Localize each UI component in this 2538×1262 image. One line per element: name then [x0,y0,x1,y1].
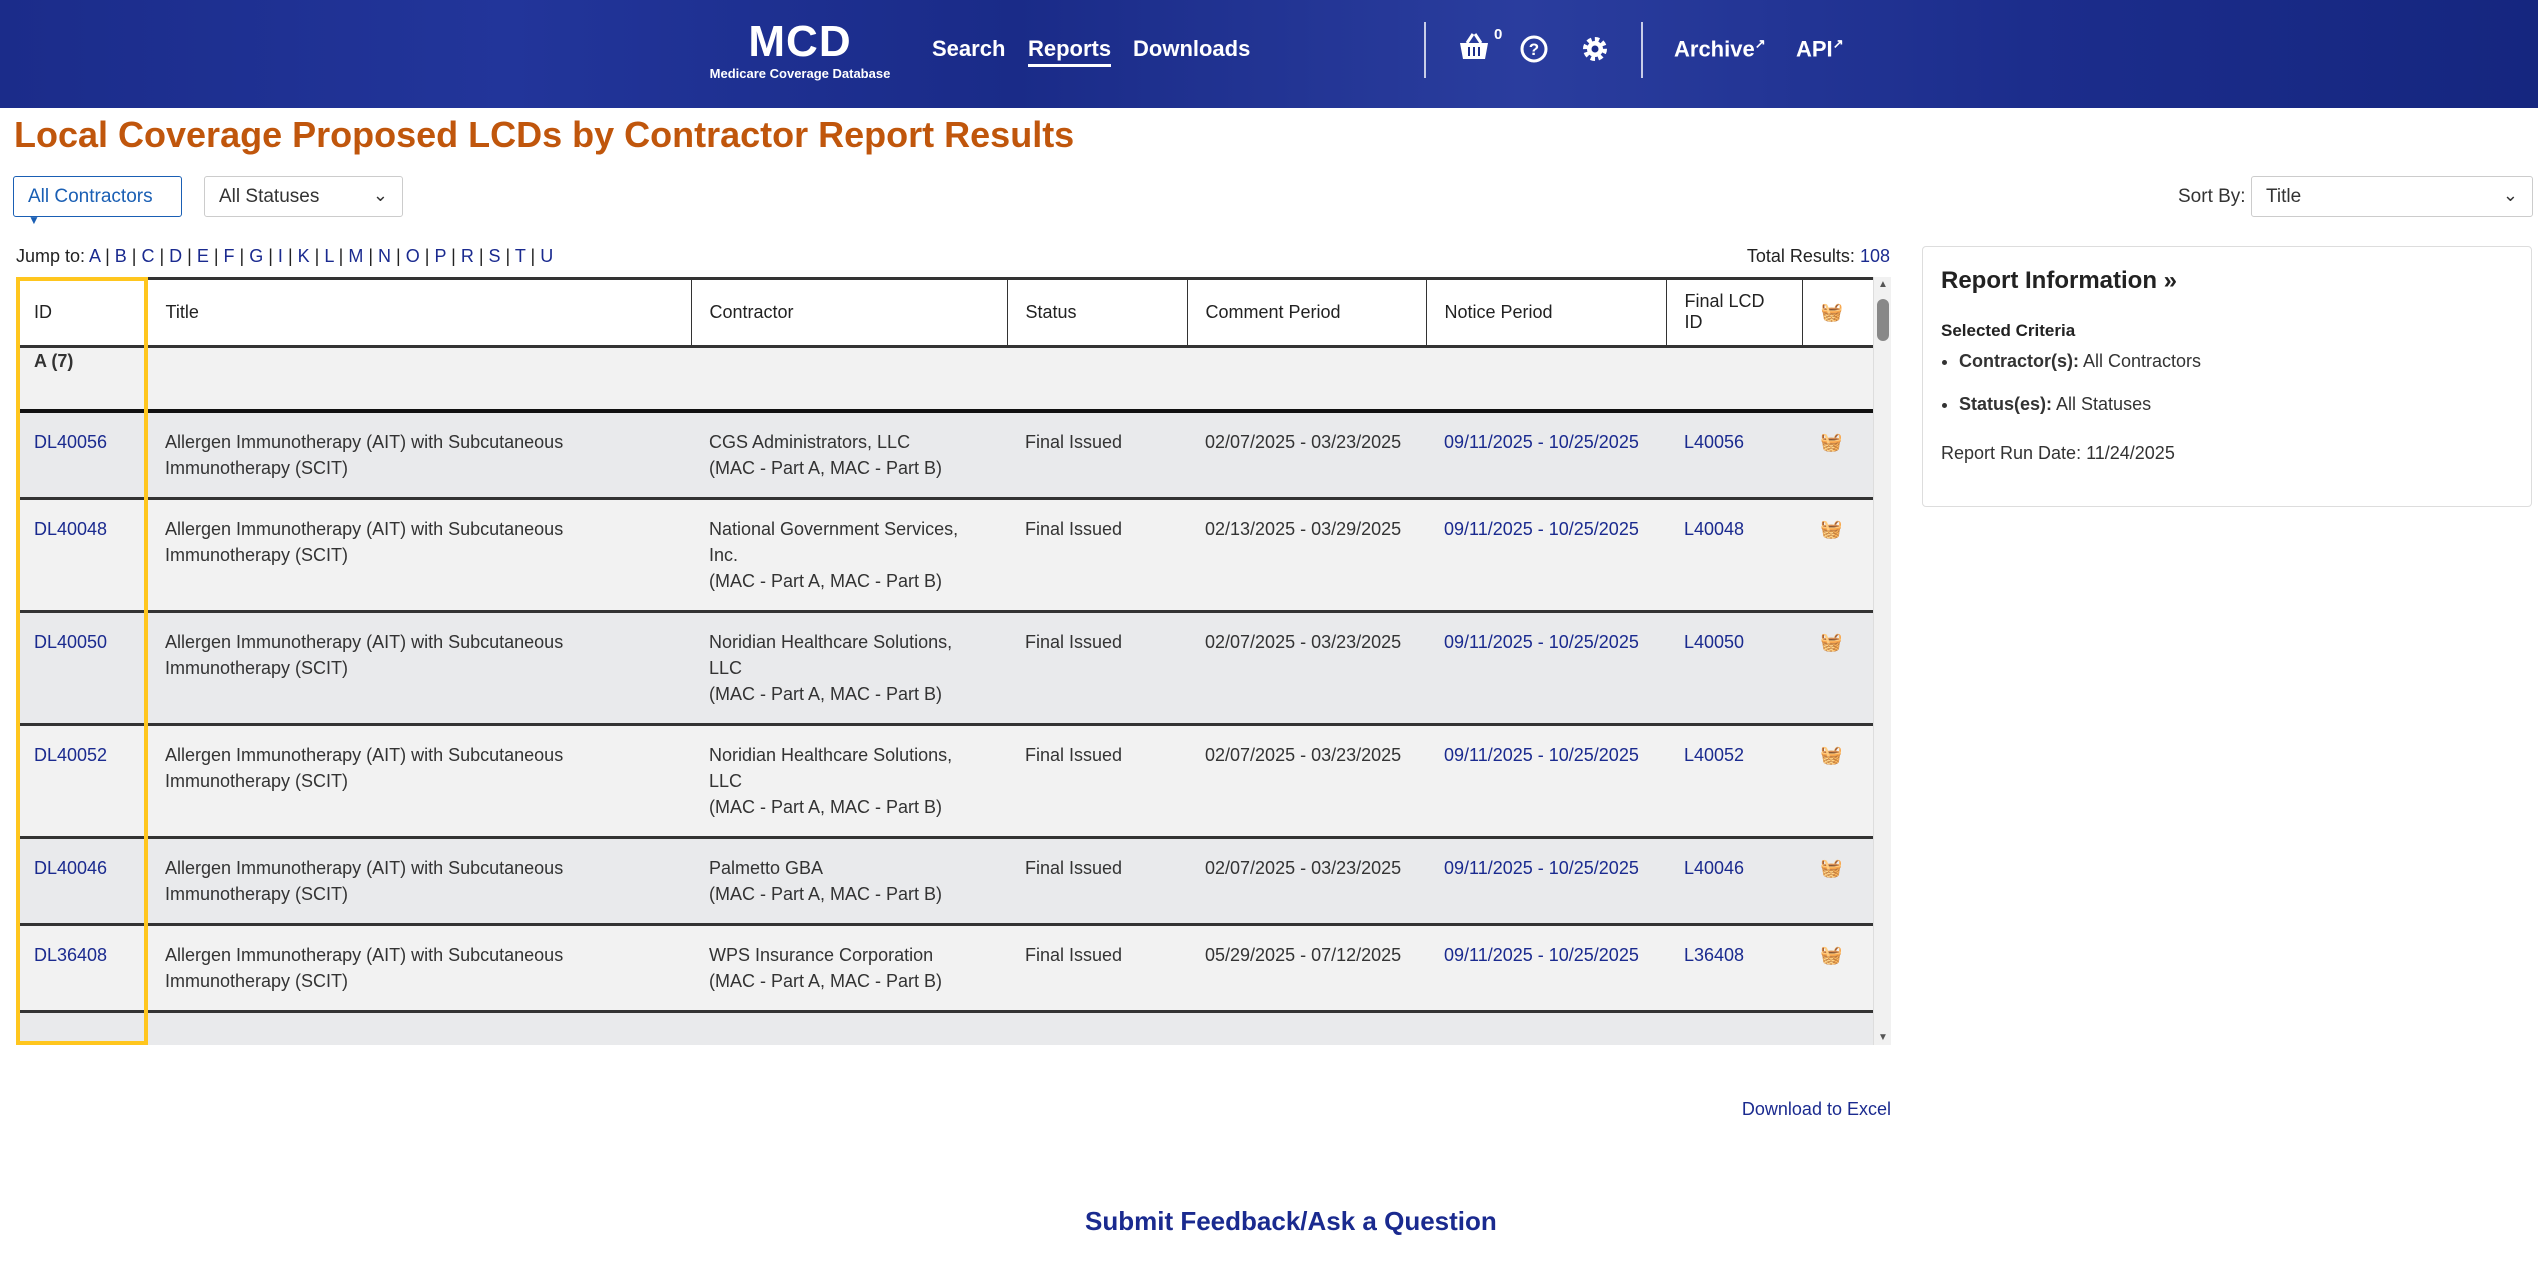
cell-notice-period [1426,838,1666,925]
contractor-type: (MAC - Part A, MAC - Part B) [709,684,943,704]
cell-contractor [691,725,1007,838]
table-header-row [16,280,1873,346]
cell-title: Allergen Immunotherapy (AIT) with Subcutaneous Immunotherapy (SCIT) [147,725,691,838]
separator: | [333,246,349,266]
criteria-label: Status(es): [1959,394,2053,414]
separator: | [446,246,461,266]
separator: | [100,246,115,266]
external-link-icon: ↗ [1754,36,1766,51]
jump-letter-B[interactable]: B [114,246,127,266]
cell-notice-period [1426,612,1666,725]
cell-final-lcd-id [1666,925,1802,1012]
column-header-basket [1802,280,1873,346]
contractor-type: (MAC - Part A, MAC - Part B) [709,971,943,991]
cell-id [16,411,147,499]
separator: | [309,246,325,266]
separator: | [126,246,142,266]
site-header [0,0,2538,108]
separator: | [234,246,250,266]
add-to-basket-icon[interactable]: 🧺 [1820,945,1843,965]
cell-comment-period: 05/29/2025 - 07/12/2025 [1187,925,1426,1012]
api-label: API [1796,36,1833,62]
table-row [16,725,1873,838]
jump-letter-P[interactable]: P [434,246,447,266]
cell-notice-period [1426,725,1666,838]
jump-letter-L[interactable]: L [324,246,334,266]
notice-period-link[interactable]: 09/11/2025 - 10/25/2025 [1444,432,1639,452]
criteria-value: All Statuses [2056,394,2152,414]
sort-select[interactable] [2251,176,2533,217]
jump-letter-I[interactable]: I [277,246,283,266]
cell-notice-period [1426,499,1666,612]
caret-down-icon: ▼ [28,213,40,227]
selected-criteria-heading: Selected Criteria [1941,321,2076,340]
jump-letter-D[interactable]: D [169,246,183,266]
criteria-label: Contractor(s): [1959,351,2079,371]
cell-status: Final Issued [1007,499,1187,612]
separator: | [525,246,541,266]
download-excel-link[interactable]: Download to Excel [1741,1099,1891,1119]
panel-title[interactable]: Report Information » [1941,267,2178,294]
table-scrollbar[interactable] [1873,277,1891,1045]
criteria-status [1959,394,2513,415]
cell-basket [1802,612,1873,725]
final-lcd-link[interactable]: L40046 [1684,858,1745,878]
archive-label: Archive [1674,36,1755,62]
jump-label: Jump to: [16,246,86,266]
contractor-name: WPS Insurance Corporation [709,945,934,965]
jump-letter-U[interactable]: U [540,246,554,266]
cell-comment-period: 02/07/2025 - 03/23/2025 [1187,725,1426,838]
cell-final-lcd-id [1666,499,1802,612]
sort-value: Title [2266,186,2302,207]
cell-title: Allergen Immunotherapy (AIT) with Subcutaneous Immunotherapy (SCIT) [147,612,691,725]
jump-letter-A[interactable]: A [89,246,101,266]
notice-period-link[interactable]: 09/11/2025 - 10/25/2025 [1444,519,1639,539]
group-label: A (7) [16,346,1873,411]
table-row [16,925,1873,1012]
cell-title: Allergen Immunotherapy (AIT) with Subcutaneous Immunotherapy (SCIT) [147,838,691,925]
group-row [16,346,1873,411]
nav-reports[interactable]: Reports [1028,36,1111,67]
separator: | [500,246,515,266]
jump-letter-C[interactable]: C [141,246,155,266]
lcd-id-link[interactable]: DL40048 [34,519,108,539]
column-header-final-lcd-id[interactable]: Final LCD ID [1666,280,1802,346]
jump-letter-G[interactable]: G [249,246,264,266]
separator: | [363,246,379,266]
notice-period-link[interactable]: 09/11/2025 - 10/25/2025 [1444,945,1639,965]
contractor-filter-dropdown[interactable] [13,176,182,227]
jump-letter-O[interactable]: O [405,246,420,266]
results-table-container [16,277,1891,1045]
cell-id [16,838,147,925]
basket-icon[interactable] [1458,32,1490,69]
scroll-up-icon[interactable]: ▲ [1878,279,1888,290]
lcd-id-link[interactable]: DL40056 [34,432,108,452]
scroll-down-icon[interactable]: ▼ [1878,1032,1888,1043]
gear-icon[interactable] [1580,34,1610,71]
notice-period-link[interactable]: 09/11/2025 - 10/25/2025 [1444,632,1639,652]
table-row-partial [16,1012,1873,1046]
lcd-id-link[interactable]: DL40050 [34,632,108,652]
cell-title: Allergen Immunotherapy (AIT) with Subcutaneous Immunotherapy (SCIT) [147,499,691,612]
cell-final-lcd-id [1666,725,1802,838]
submit-feedback-link[interactable]: Submit Feedback/Ask a Question [1085,1206,1497,1236]
cell-id [16,925,147,1012]
cell-status: Final Issued [1007,725,1187,838]
jump-letter-K[interactable]: K [297,246,310,266]
jump-to-nav [16,246,553,267]
total-label: Total Results: [1746,246,1855,266]
contractor-name: CGS Administrators, LLC [709,432,911,452]
table-row [16,838,1873,925]
cell-id [16,499,147,612]
separator: | [263,246,278,266]
final-lcd-link[interactable]: L36408 [1684,945,1745,965]
nav-downloads[interactable]: Downloads [1133,36,1251,61]
separator: | [282,246,298,266]
divider [1641,22,1643,78]
cell-title: Allergen Immunotherapy (AIT) with Subcutaneous Immunotherapy (SCIT) [147,411,691,499]
final-lcd-link[interactable]: L40048 [1684,519,1745,539]
logo-subtitle: Medicare Coverage Database [709,66,891,81]
cell-basket [1802,499,1873,612]
sort-label: Sort By: [2178,186,2246,207]
table-row [16,499,1873,612]
cell-status: Final Issued [1007,612,1187,725]
separator: | [182,246,197,266]
notice-period-link[interactable]: 09/11/2025 - 10/25/2025 [1444,858,1639,878]
add-to-basket-icon[interactable]: 🧺 [1820,519,1843,539]
chevron-down-icon: ⌄ [2502,185,2518,205]
svg-text:?: ? [1528,40,1540,59]
basket-icon: 🧺 [1820,301,1843,322]
cell-contractor [691,411,1007,499]
contractor-name: Noridian Healthcare Solutions, LLC [709,745,953,791]
contractor-filter-value: All Contractors [28,186,153,207]
contractor-type: (MAC - Part A, MAC - Part B) [709,571,943,591]
jump-letter-M[interactable]: M [348,246,364,266]
status-filter-value: All Statuses [219,186,320,207]
cell-status: Final Issued [1007,411,1187,499]
cell-final-lcd-id [1666,838,1802,925]
basket-count: 0 [1494,26,1503,43]
cell-contractor [691,925,1007,1012]
scrollbar-thumb[interactable] [1877,299,1889,341]
table-row [16,411,1873,499]
final-lcd-link[interactable]: L40052 [1684,745,1745,765]
cell-basket [1802,838,1873,925]
total-value: 108 [1859,246,1890,266]
add-to-basket-icon[interactable]: 🧺 [1820,432,1843,452]
cell-status: Final Issued [1007,838,1187,925]
jump-letter-R[interactable]: R [460,246,474,266]
jump-letter-N[interactable]: N [378,246,392,266]
separator: | [391,246,406,266]
lcd-id-link[interactable]: DL40046 [34,858,108,878]
cell-final-lcd-id [1666,612,1802,725]
cell-comment-period: 02/13/2025 - 03/29/2025 [1187,499,1426,612]
cell-comment-period: 02/07/2025 - 03/23/2025 [1187,838,1426,925]
cell-basket [1802,725,1873,838]
contractor-name: Noridian Healthcare Solutions, LLC [709,632,953,678]
cell-contractor [691,499,1007,612]
logo-text: MCD [748,17,852,66]
external-link-icon: ↗ [1832,36,1844,51]
cell-id [16,725,147,838]
column-header-notice-period[interactable]: Notice Period [1426,280,1666,346]
jump-letter-E[interactable]: E [196,246,209,266]
criteria-value: All Contractors [2083,351,2202,371]
cell-status: Final Issued [1007,925,1187,1012]
separator: | [473,246,489,266]
report-information-panel [1922,246,2532,507]
cell-comment-period: 02/07/2025 - 03/23/2025 [1187,612,1426,725]
notice-period-link[interactable]: 09/11/2025 - 10/25/2025 [1444,745,1639,765]
final-lcd-link[interactable]: L40056 [1684,432,1745,452]
jump-letter-F[interactable]: F [223,246,235,266]
nav-api[interactable] [1796,36,1844,62]
lcd-id-link[interactable]: DL40052 [34,745,108,765]
status-filter-select[interactable] [204,176,403,217]
nav-archive[interactable] [1674,36,1766,62]
contractor-type: (MAC - Part A, MAC - Part B) [709,884,943,904]
cell-id [16,612,147,725]
cell-notice-period [1426,411,1666,499]
column-header-id[interactable]: ID [16,280,147,346]
cell-notice-period [1426,925,1666,1012]
column-header-title[interactable]: Title [147,280,691,346]
add-to-basket-icon[interactable]: 🧺 [1820,632,1843,652]
contractor-name: National Government Services, Inc. [709,519,959,565]
results-table [16,280,1873,1045]
table-row [16,612,1873,725]
cell-contractor [691,612,1007,725]
lcd-id-link[interactable]: DL36408 [34,945,108,965]
column-header-contractor[interactable]: Contractor [691,280,1007,346]
chevron-down-icon: ⌄ [372,185,388,205]
cell-contractor [691,838,1007,925]
column-header-status[interactable]: Status [1007,280,1187,346]
mcd-logo[interactable] [700,18,900,81]
criteria-contractor [1959,351,2513,372]
separator: | [154,246,170,266]
separator: | [419,246,435,266]
total-results [1747,246,1890,267]
cell-title: Allergen Immunotherapy (AIT) with Subcutaneous Immunotherapy (SCIT) [147,925,691,1012]
cell-comment-period: 02/07/2025 - 03/23/2025 [1187,411,1426,499]
contractor-type: (MAC - Part A, MAC - Part B) [709,797,943,817]
add-to-basket-icon[interactable]: 🧺 [1820,745,1843,765]
cell-basket [1802,411,1873,499]
nav-search[interactable]: Search [932,36,1006,61]
report-run-date: Report Run Date: 11/24/2025 [1941,443,2175,463]
cell-final-lcd-id [1666,411,1802,499]
contractor-type: (MAC - Part A, MAC - Part B) [709,458,943,478]
page-title: Local Coverage Proposed LCDs by Contractor Report Results [14,114,1075,155]
cell-basket [1802,925,1873,1012]
add-to-basket-icon[interactable]: 🧺 [1820,858,1843,878]
jump-letter-S[interactable]: S [488,246,501,266]
column-header-comment-period[interactable]: Comment Period [1187,280,1426,346]
final-lcd-link[interactable]: L40050 [1684,632,1745,652]
jump-letter-T[interactable]: T [514,246,526,266]
separator: | [208,246,224,266]
contractor-name: Palmetto GBA [709,858,824,878]
divider [1424,22,1426,78]
help-icon[interactable] [1519,34,1549,71]
